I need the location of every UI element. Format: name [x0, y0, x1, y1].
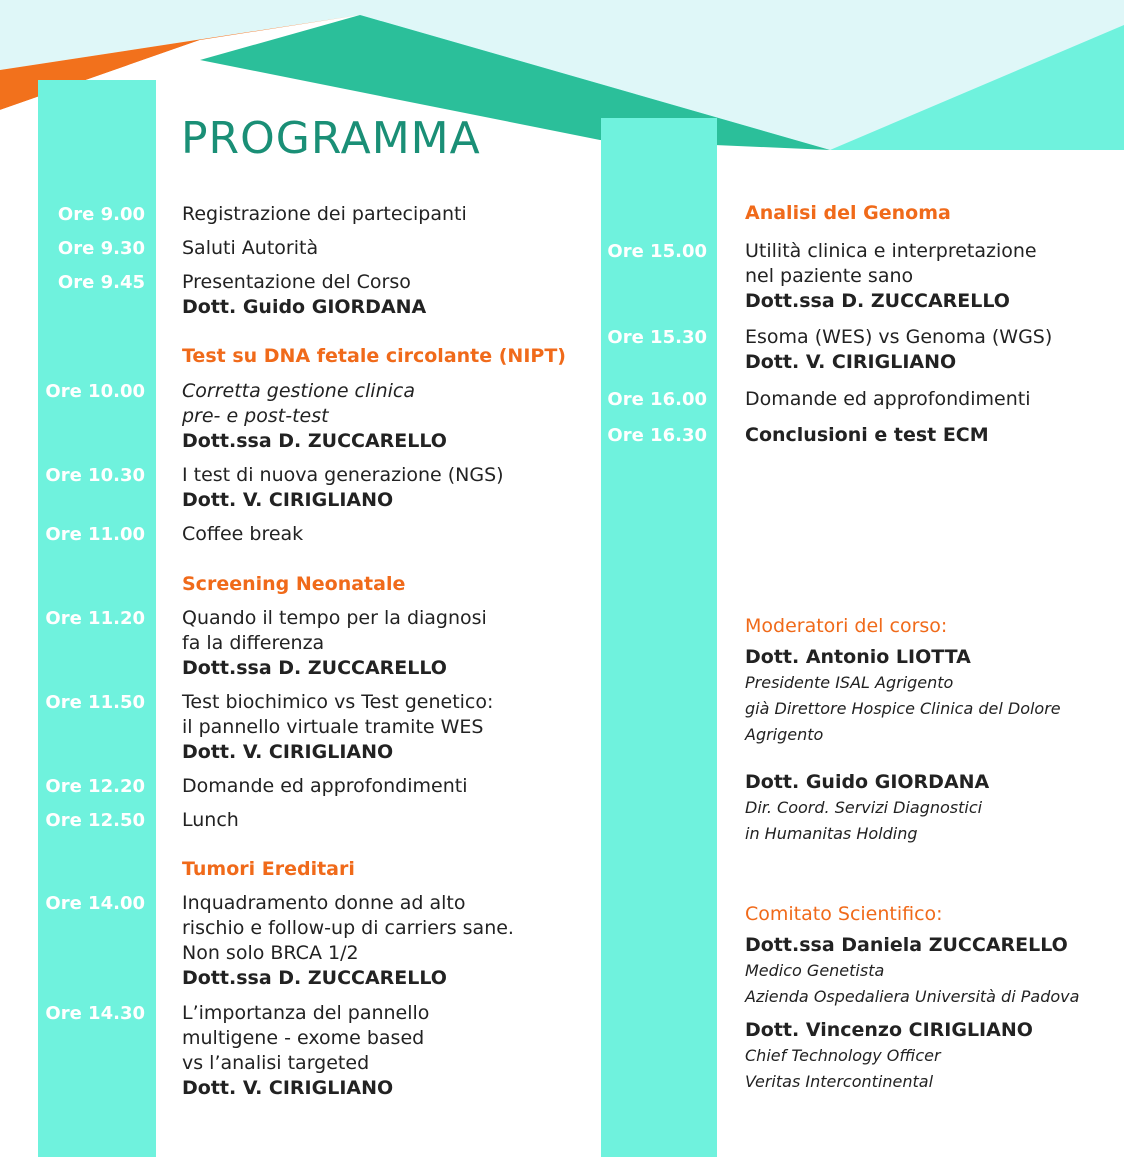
item-text: Corretta gestione clinica	[182, 380, 415, 402]
time-label: Ore 10.30	[45, 465, 145, 486]
header-decoration	[0, 0, 1124, 160]
item-text: rischio e follow-up di carriers sane.	[182, 917, 514, 939]
item-text: Domande ed approfondimenti	[182, 775, 468, 797]
item-text: Coffee break	[182, 523, 304, 545]
item-text: Quando il tempo per la diagnosi	[182, 607, 487, 629]
committee-member-name: Dott. Vincenzo CIRIGLIANO	[745, 1019, 1033, 1041]
item-text: Non solo BRCA 1/2	[182, 942, 359, 964]
item-text: L’importanza del pannello	[182, 1002, 430, 1024]
speaker-name: Dott. V. CIRIGLIANO	[182, 1077, 394, 1099]
committee-heading: Comitato Scientifico:	[745, 903, 943, 925]
time-label: Ore 9.45	[57, 272, 145, 293]
moderator-name: Dott. Guido GIORDANA	[745, 771, 990, 793]
time-label: Ore 14.30	[45, 1003, 145, 1024]
item-text: Conclusioni e test ECM	[745, 424, 989, 446]
committee-member-role: Veritas Intercontinental	[745, 1072, 934, 1091]
page-title: PROGRAMMA	[181, 113, 481, 164]
item-text: Esoma (WES) vs Genoma (WGS)	[745, 326, 1053, 348]
speaker-name: Dott.ssa D. ZUCCARELLO	[745, 290, 1010, 312]
item-text: Registrazione dei partecipanti	[182, 203, 467, 225]
time-label: Ore 12.50	[45, 810, 145, 831]
section-heading: Tumori Ereditari	[182, 858, 355, 880]
moderators-section	[745, 615, 1061, 847]
item-text: Inquadramento donne ad alto	[182, 892, 466, 914]
section-heading: Screening Neonatale	[182, 573, 406, 595]
committee-section	[745, 903, 1079, 1095]
speaker-name: Dott. V. CIRIGLIANO	[182, 741, 394, 763]
item-text: Utilità clinica e interpretazione	[745, 240, 1037, 262]
time-label: Ore 11.20	[45, 608, 145, 629]
moderator-role: già Direttore Hospice Clinica del Dolore	[745, 699, 1061, 718]
moderator-role: Dir. Coord. Servizi Diagnostici	[745, 798, 983, 817]
moderator-role: Presidente ISAL Agrigento	[745, 673, 954, 692]
time-label: Ore 9.00	[57, 204, 145, 225]
time-label: Ore 16.00	[607, 389, 707, 410]
item-text: pre- e post-test	[182, 405, 329, 427]
time-label: Ore 12.20	[45, 776, 145, 797]
item-text: I test di nuova generazione (NGS)	[182, 464, 504, 486]
section-heading: Test su DNA fetale circolante (NIPT)	[182, 345, 566, 367]
time-label: Ore 11.50	[45, 692, 145, 713]
item-text: fa la differenza	[182, 632, 325, 654]
item-text: nel paziente sano	[745, 265, 914, 287]
time-label: Ore 15.30	[607, 327, 707, 348]
time-label: Ore 14.00	[45, 893, 145, 914]
time-label: Ore 11.00	[45, 524, 145, 545]
speaker-name: Dott.ssa D. ZUCCARELLO	[182, 967, 447, 989]
item-text: Saluti Autorità	[182, 237, 319, 259]
speaker-name: Dott. V. CIRIGLIANO	[745, 351, 957, 373]
speaker-name: Dott.ssa D. ZUCCARELLO	[182, 657, 447, 679]
committee-member-role: Azienda Ospedaliera Università di Padova	[745, 987, 1080, 1006]
speaker-name: Dott. Guido GIORDANA	[182, 296, 427, 318]
time-label: Ore 15.00	[607, 241, 707, 262]
item-text: multigene - exome based	[182, 1027, 425, 1049]
item-text: Test biochimico vs Test genetico:	[182, 691, 494, 713]
item-text: vs l’analisi targeted	[182, 1052, 370, 1074]
speaker-name: Dott.ssa D. ZUCCARELLO	[182, 430, 447, 452]
section-heading: Analisi del Genoma	[745, 202, 951, 224]
item-text: Lunch	[182, 809, 239, 831]
speaker-name: Dott. V. CIRIGLIANO	[182, 489, 394, 511]
moderator-role: Agrigento	[745, 725, 824, 744]
committee-member-name: Dott.ssa Daniela ZUCCARELLO	[745, 934, 1068, 956]
item-text: il pannello virtuale tramite WES	[182, 716, 484, 738]
moderator-name: Dott. Antonio LIOTTA	[745, 646, 971, 668]
moderators-heading: Moderatori del corso:	[745, 615, 948, 637]
item-text: Presentazione del Corso	[182, 271, 411, 293]
committee-member-role: Medico Genetista	[745, 961, 885, 980]
time-label: Ore 16.30	[607, 425, 707, 446]
item-text: Domande ed approfondimenti	[745, 388, 1031, 410]
right-time-band	[601, 118, 717, 1157]
time-label: Ore 9.30	[57, 238, 145, 259]
moderator-role: in Humanitas Holding	[745, 824, 918, 843]
committee-member-role: Chief Technology Officer	[745, 1046, 941, 1065]
time-label: Ore 10.00	[45, 381, 145, 402]
